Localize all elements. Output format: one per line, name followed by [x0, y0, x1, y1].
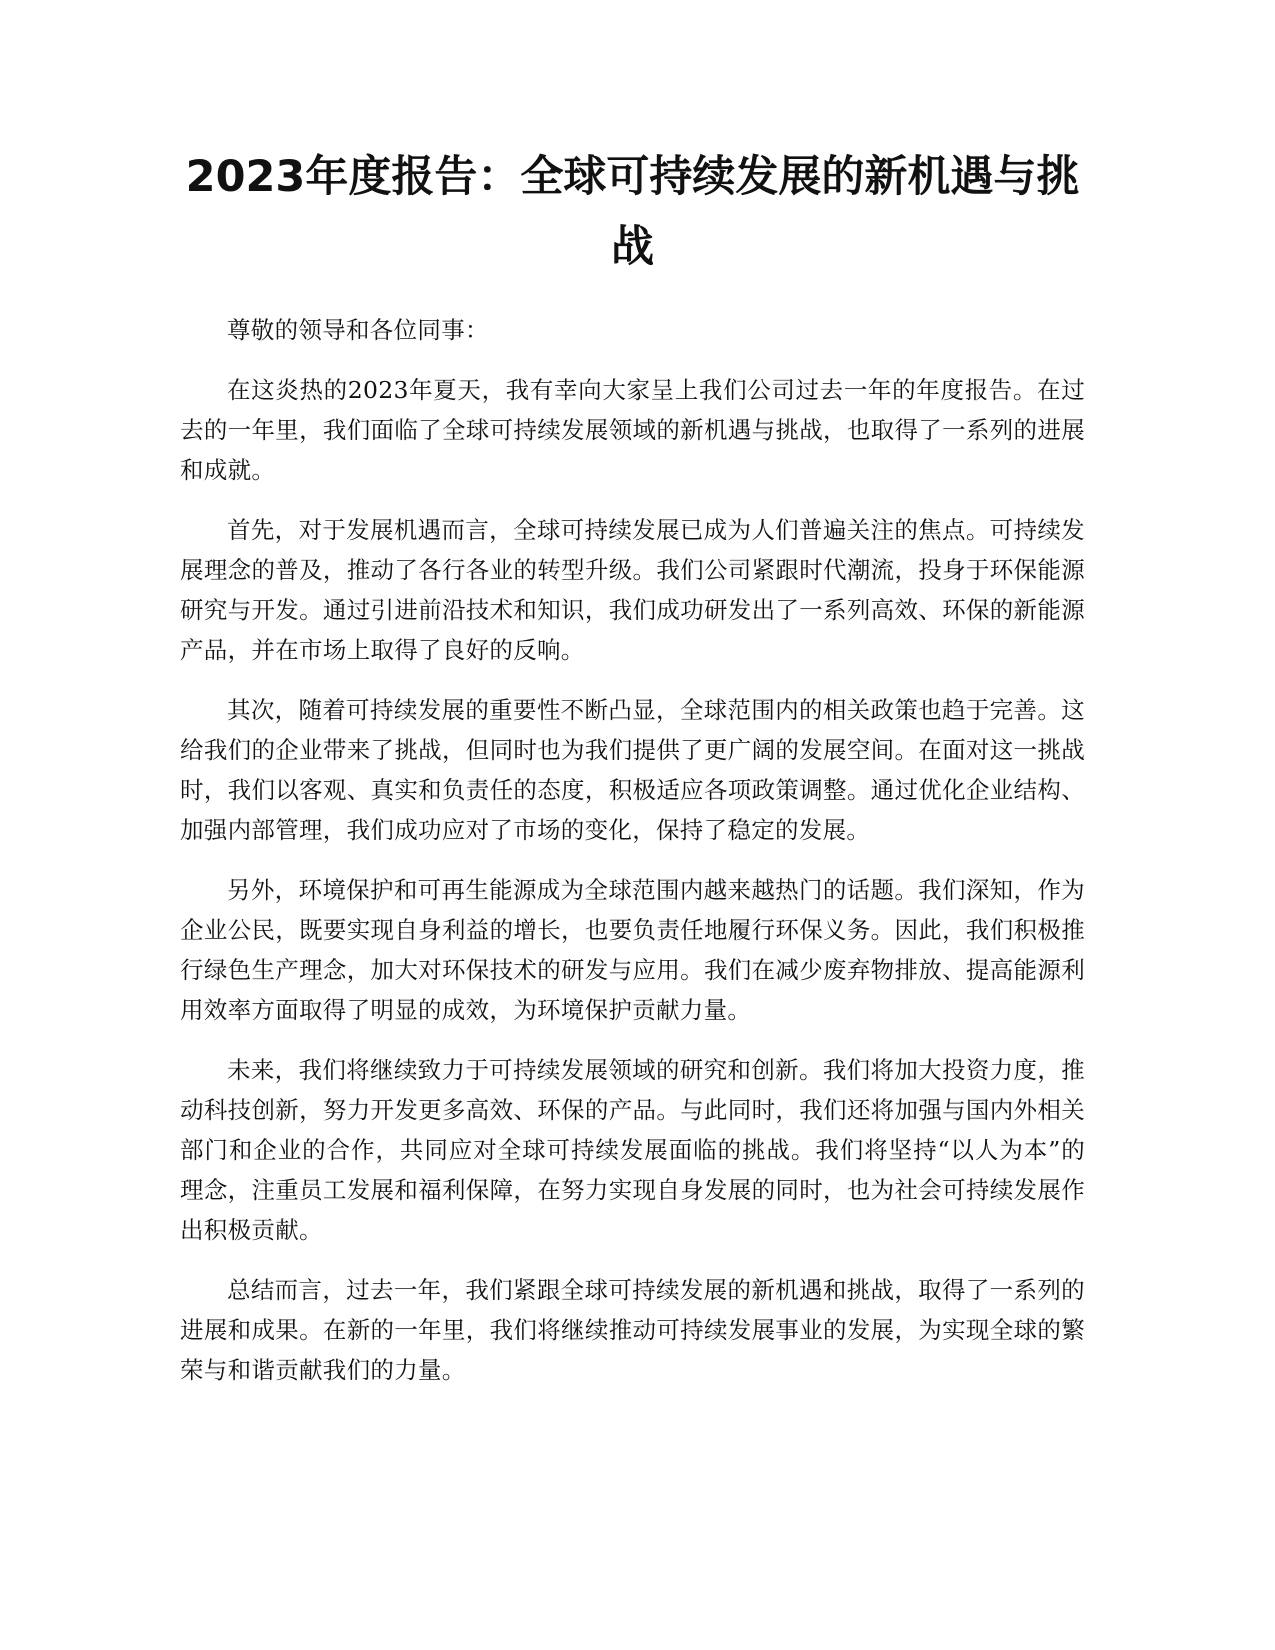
summary-paragraph: 总结而言，过去一年，我们紧跟全球可持续发展的新机遇和挑战，取得了一系列的进展和成果。在新的一年里，我们将继续推动可持续发展事业的发展，为实现全球的繁荣与和谐贡献我们的力量。: [180, 1276, 1085, 1384]
document-title: 2023年度报告：全球可持续发展的新机遇与挑战: [185, 152, 1080, 272]
opportunity-paragraph: 首先，对于发展机遇而言，全球可持续发展已成为人们普遍关注的焦点。可持续发展理念的普及，推动了各行各业的转型升级。我们公司紧跟时代潮流，投身于环保能源研究与开发。通过引进前沿技术和知识，我们成功研发出了一系列高效、环保的新能源产品，并在市场上取得了良好的反响。: [180, 516, 1085, 664]
policy-paragraph: 其次，随着可持续发展的重要性不断凸显，全球范围内的相关政策也趋于完善。这给我们的企业带来了挑战，但同时也为我们提供了更广阔的发展空间。在面对这一挑战时，我们以客观、真实和负责任的态度，积极适应各项政策调整。通过优化企业结构、加强内部管理，我们成功应对了市场的变化，保持了稳定的发展。: [180, 696, 1085, 844]
future-paragraph: 未来，我们将继续致力于可持续发展领域的研究和创新。我们将加大投资力度，推动科技创新，努力开发更多高效、环保的产品。与此同时，我们还将加强与国内外相关部门和企业的合作，共同应对全球可持续发展面临的挑战。我们将坚持“以人为本”的理念，注重员工发展和福利保障，在努力实现自身发展的同时，也为社会可持续发展作出积极贡献。: [180, 1056, 1085, 1244]
salutation-paragraph: 尊敬的领导和各位同事：: [227, 316, 489, 344]
environment-paragraph: 另外，环境保护和可再生能源成为全球范围内越来越热门的话题。我们深知，作为企业公民，既要实现自身利益的增长，也要负责任地履行环保义务。因此，我们积极推行绿色生产理念，加大对环保技术的研发与应用。我们在减少废弃物排放、提高能源利用效率方面取得了明显的成效，为环境保护贡献力量。: [180, 876, 1085, 1024]
intro-paragraph: 在这炎热的2023年夏天，我有幸向大家呈上我们公司过去一年的年度报告。在过去的一年里，我们面临了全球可持续发展领域的新机遇与挑战，也取得了一系列的进展和成就。: [180, 376, 1085, 484]
document-body: [180, 310, 1085, 1410]
